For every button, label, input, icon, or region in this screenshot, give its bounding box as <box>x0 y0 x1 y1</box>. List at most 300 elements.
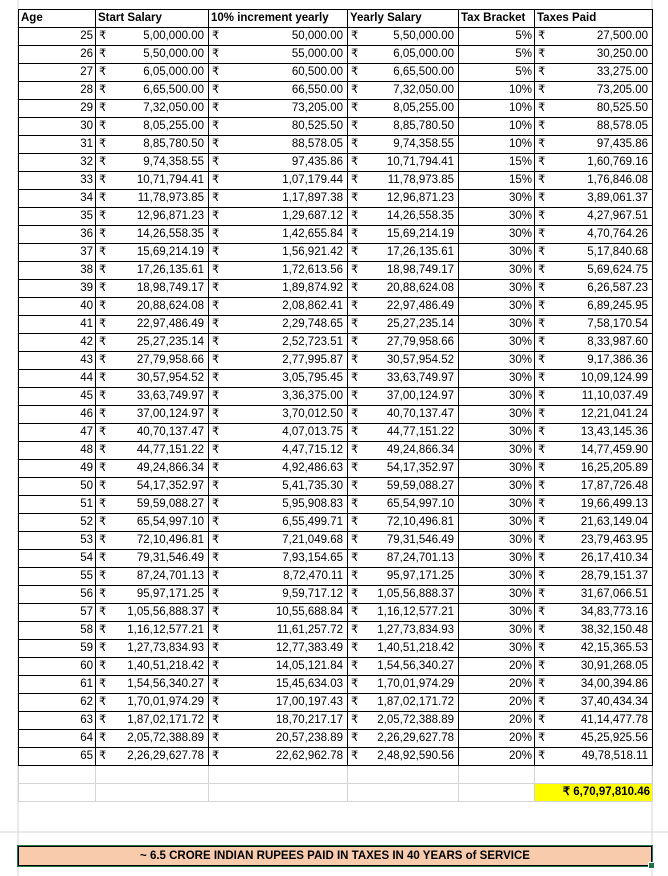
cell-increment[interactable] <box>209 280 348 298</box>
cell-yearly-salary[interactable] <box>348 748 459 766</box>
cell-start-salary[interactable] <box>96 190 209 208</box>
amount: 18,98,749.17 <box>136 282 204 294</box>
empty-cell[interactable] <box>535 766 653 784</box>
cell-start-salary[interactable] <box>96 244 209 262</box>
cell-tax-bracket[interactable]: 30% <box>459 370 535 388</box>
cell-start-salary[interactable] <box>96 496 209 514</box>
cell-taxes-paid[interactable] <box>535 586 653 604</box>
cell-start-salary[interactable] <box>96 442 209 460</box>
cell-taxes-paid[interactable] <box>535 694 653 712</box>
cell-tax-bracket[interactable]: 15% <box>459 154 535 172</box>
rupee-symbol: ₹ <box>351 570 359 582</box>
cell-age[interactable]: 64 <box>19 730 96 748</box>
cell-tax-bracket[interactable]: 30% <box>459 208 535 226</box>
cell-yearly-salary[interactable] <box>348 424 459 442</box>
cell-start-salary[interactable] <box>96 226 209 244</box>
cell-start-salary[interactable] <box>96 712 209 730</box>
cell-tax-bracket[interactable]: 20% <box>459 676 535 694</box>
rupee-symbol: ₹ <box>351 642 359 654</box>
cell-yearly-salary[interactable] <box>348 100 459 118</box>
cell-yearly-salary[interactable] <box>348 298 459 316</box>
cell-age[interactable]: 30 <box>19 118 96 136</box>
cell-taxes-paid[interactable] <box>535 514 653 532</box>
cell-age[interactable]: 26 <box>19 46 96 64</box>
cell-start-salary[interactable] <box>96 640 209 658</box>
cell-age[interactable]: 28 <box>19 82 96 100</box>
rupee-symbol: ₹ <box>99 588 107 600</box>
cell-yearly-salary[interactable] <box>348 658 459 676</box>
cell-start-salary[interactable] <box>96 514 209 532</box>
cell-age[interactable]: 50 <box>19 478 96 496</box>
cell-taxes-paid[interactable] <box>535 622 653 640</box>
cell-tax-bracket[interactable]: 30% <box>459 298 535 316</box>
cell-taxes-paid[interactable] <box>535 190 653 208</box>
cell-taxes-paid[interactable] <box>535 604 653 622</box>
cell-age[interactable]: 31 <box>19 136 96 154</box>
cell-increment[interactable] <box>209 388 348 406</box>
amount: 1,56,921.42 <box>282 246 343 258</box>
cell-taxes-paid[interactable] <box>535 460 653 478</box>
cell-age[interactable]: 53 <box>19 532 96 550</box>
cell-age[interactable]: 41 <box>19 316 96 334</box>
cell-increment[interactable] <box>209 172 348 190</box>
cell-increment[interactable] <box>209 28 348 46</box>
table-row <box>19 424 653 442</box>
cell-tax-bracket[interactable]: 10% <box>459 136 535 154</box>
cell-start-salary[interactable] <box>96 604 209 622</box>
cell-age[interactable]: 59 <box>19 640 96 658</box>
cell-yearly-salary[interactable] <box>348 730 459 748</box>
amount: 3,89,061.37 <box>587 192 648 204</box>
cell-increment[interactable] <box>209 730 348 748</box>
cell-yearly-salary[interactable] <box>348 154 459 172</box>
amount: 60,500.00 <box>291 66 343 78</box>
header-yearly-salary[interactable]: Yearly Salary <box>348 10 459 28</box>
cell-start-salary[interactable] <box>96 478 209 496</box>
cell-start-salary[interactable] <box>96 406 209 424</box>
cell-age[interactable]: 62 <box>19 694 96 712</box>
cell-tax-bracket[interactable]: 30% <box>459 622 535 640</box>
cell-yearly-salary[interactable] <box>348 118 459 136</box>
cell-yearly-salary[interactable] <box>348 136 459 154</box>
cell-tax-bracket[interactable]: 30% <box>459 604 535 622</box>
empty-cell[interactable] <box>459 766 535 784</box>
cell-tax-bracket[interactable]: 20% <box>459 712 535 730</box>
cell-start-salary[interactable] <box>96 154 209 172</box>
cell-increment[interactable] <box>209 190 348 208</box>
cell-taxes-paid[interactable] <box>535 370 653 388</box>
summary-banner[interactable]: ~ 6.5 CRORE INDIAN RUPEES PAID IN TAXES IN 40 YEARS of SERVICE <box>18 846 652 866</box>
cell-start-salary[interactable] <box>96 532 209 550</box>
rupee-symbol: ₹ <box>212 660 220 672</box>
header-age[interactable]: Age <box>19 10 96 28</box>
cell-yearly-salary[interactable] <box>348 694 459 712</box>
cell-start-salary[interactable] <box>96 316 209 334</box>
total-taxes-cell[interactable]: ₹ 6,70,97,810.46 <box>535 783 653 801</box>
cell-start-salary[interactable] <box>96 622 209 640</box>
cell-age[interactable]: 39 <box>19 280 96 298</box>
amount: 6,55,499.71 <box>282 516 343 528</box>
cell-age[interactable]: 36 <box>19 226 96 244</box>
cell-age[interactable]: 34 <box>19 190 96 208</box>
cell-increment[interactable] <box>209 46 348 64</box>
cell-start-salary[interactable] <box>96 172 209 190</box>
amount: 33,63,749.97 <box>386 372 454 384</box>
rupee-symbol: ₹ <box>212 498 220 510</box>
cell-age[interactable]: 52 <box>19 514 96 532</box>
cell-taxes-paid[interactable] <box>535 82 653 100</box>
cell-taxes-paid[interactable] <box>535 64 653 82</box>
cell-yearly-salary[interactable] <box>348 712 459 730</box>
fill-handle[interactable] <box>648 862 655 869</box>
header-tax-bracket[interactable]: Tax Bracket <box>459 10 535 28</box>
cell-tax-bracket[interactable]: 30% <box>459 388 535 406</box>
cell-yearly-salary[interactable] <box>348 622 459 640</box>
cell-age[interactable]: 46 <box>19 406 96 424</box>
cell-age[interactable]: 63 <box>19 712 96 730</box>
cell-taxes-paid[interactable] <box>535 118 653 136</box>
rupee-symbol: ₹ <box>538 534 546 546</box>
cell-taxes-paid[interactable] <box>535 28 653 46</box>
cell-yearly-salary[interactable] <box>348 208 459 226</box>
cell-tax-bracket[interactable]: 20% <box>459 748 535 766</box>
cell-age[interactable]: 44 <box>19 370 96 388</box>
empty-cell[interactable] <box>348 783 459 801</box>
cell-age[interactable]: 40 <box>19 298 96 316</box>
cell-start-salary[interactable] <box>96 460 209 478</box>
cell-increment[interactable] <box>209 244 348 262</box>
cell-increment[interactable] <box>209 496 348 514</box>
cell-yearly-salary[interactable] <box>348 514 459 532</box>
cell-increment[interactable] <box>209 316 348 334</box>
rupee-symbol: ₹ <box>212 588 220 600</box>
cell-increment[interactable] <box>209 658 348 676</box>
rupee-symbol: ₹ <box>212 516 220 528</box>
header-taxes-paid[interactable]: Taxes Paid <box>535 10 653 28</box>
cell-tax-bracket[interactable]: 30% <box>459 226 535 244</box>
cell-age[interactable]: 47 <box>19 424 96 442</box>
cell-increment[interactable] <box>209 712 348 730</box>
cell-increment[interactable] <box>209 586 348 604</box>
cell-increment[interactable] <box>209 82 348 100</box>
cell-increment[interactable] <box>209 694 348 712</box>
cell-taxes-paid[interactable] <box>535 46 653 64</box>
cell-yearly-salary[interactable] <box>348 406 459 424</box>
cell-yearly-salary[interactable] <box>348 46 459 64</box>
cell-tax-bracket[interactable]: 30% <box>459 316 535 334</box>
cell-age[interactable]: 56 <box>19 586 96 604</box>
cell-tax-bracket[interactable]: 5% <box>459 64 535 82</box>
empty-cell[interactable] <box>19 783 96 801</box>
cell-age[interactable]: 42 <box>19 334 96 352</box>
cell-tax-bracket[interactable]: 30% <box>459 568 535 586</box>
rupee-symbol: ₹ <box>351 30 359 42</box>
cell-tax-bracket[interactable]: 30% <box>459 514 535 532</box>
cell-start-salary[interactable] <box>96 118 209 136</box>
cell-taxes-paid[interactable] <box>535 316 653 334</box>
cell-age[interactable]: 57 <box>19 604 96 622</box>
cell-tax-bracket[interactable]: 30% <box>459 550 535 568</box>
cell-start-salary[interactable] <box>96 64 209 82</box>
cell-start-salary[interactable] <box>96 370 209 388</box>
cell-age[interactable]: 45 <box>19 388 96 406</box>
cell-yearly-salary[interactable] <box>348 334 459 352</box>
cell-yearly-salary[interactable] <box>348 370 459 388</box>
cell-age[interactable]: 29 <box>19 100 96 118</box>
cell-tax-bracket[interactable]: 30% <box>459 586 535 604</box>
cell-increment[interactable] <box>209 424 348 442</box>
cell-yearly-salary[interactable] <box>348 226 459 244</box>
cell-taxes-paid[interactable] <box>535 730 653 748</box>
cell-start-salary[interactable] <box>96 676 209 694</box>
cell-tax-bracket[interactable]: 30% <box>459 406 535 424</box>
cell-tax-bracket[interactable]: 30% <box>459 190 535 208</box>
cell-taxes-paid[interactable] <box>535 172 653 190</box>
cell-yearly-salary[interactable] <box>348 244 459 262</box>
cell-taxes-paid[interactable] <box>535 226 653 244</box>
cell-start-salary[interactable] <box>96 424 209 442</box>
cell-tax-bracket[interactable]: 30% <box>459 532 535 550</box>
cell-increment[interactable] <box>209 568 348 586</box>
cell-start-salary[interactable] <box>96 136 209 154</box>
cell-start-salary[interactable] <box>96 568 209 586</box>
amount: 12,96,871.23 <box>136 210 204 222</box>
cell-increment[interactable] <box>209 550 348 568</box>
cell-start-salary[interactable] <box>96 262 209 280</box>
empty-cell[interactable] <box>348 766 459 784</box>
cell-taxes-paid[interactable] <box>535 424 653 442</box>
cell-increment[interactable] <box>209 460 348 478</box>
cell-tax-bracket[interactable]: 30% <box>459 478 535 496</box>
cell-yearly-salary[interactable] <box>348 262 459 280</box>
rupee-symbol: ₹ <box>351 174 359 186</box>
cell-yearly-salary[interactable] <box>348 604 459 622</box>
cell-yearly-salary[interactable] <box>348 64 459 82</box>
cell-age[interactable]: 27 <box>19 64 96 82</box>
cell-age[interactable]: 25 <box>19 28 96 46</box>
cell-taxes-paid[interactable] <box>535 352 653 370</box>
cell-start-salary[interactable] <box>96 586 209 604</box>
cell-age[interactable]: 35 <box>19 208 96 226</box>
cell-tax-bracket[interactable]: 10% <box>459 100 535 118</box>
rupee-symbol: ₹ <box>99 498 107 510</box>
cell-taxes-paid[interactable] <box>535 442 653 460</box>
cell-start-salary[interactable] <box>96 730 209 748</box>
cell-age[interactable]: 54 <box>19 550 96 568</box>
cell-start-salary[interactable] <box>96 208 209 226</box>
cell-yearly-salary[interactable] <box>348 172 459 190</box>
empty-cell[interactable] <box>209 766 348 784</box>
cell-yearly-salary[interactable] <box>348 550 459 568</box>
cell-yearly-salary[interactable] <box>348 568 459 586</box>
amount: 13,43,145.36 <box>580 426 648 438</box>
cell-tax-bracket[interactable]: 10% <box>459 82 535 100</box>
cell-tax-bracket[interactable]: 30% <box>459 640 535 658</box>
cell-start-salary[interactable] <box>96 334 209 352</box>
cell-yearly-salary[interactable] <box>348 190 459 208</box>
amount: 27,500.00 <box>596 30 648 42</box>
cell-increment[interactable] <box>209 352 348 370</box>
cell-age[interactable]: 60 <box>19 658 96 676</box>
cell-increment[interactable] <box>209 478 348 496</box>
header-start-salary[interactable]: Start Salary <box>96 10 209 28</box>
cell-start-salary[interactable] <box>96 388 209 406</box>
cell-increment[interactable] <box>209 334 348 352</box>
cell-yearly-salary[interactable] <box>348 460 459 478</box>
cell-increment[interactable] <box>209 298 348 316</box>
cell-yearly-salary[interactable] <box>348 640 459 658</box>
cell-increment[interactable] <box>209 640 348 658</box>
cell-increment[interactable] <box>209 136 348 154</box>
cell-taxes-paid[interactable] <box>535 208 653 226</box>
cell-increment[interactable] <box>209 118 348 136</box>
cell-increment[interactable] <box>209 208 348 226</box>
cell-taxes-paid[interactable] <box>535 334 653 352</box>
empty-cell[interactable] <box>459 783 535 801</box>
cell-increment[interactable] <box>209 64 348 82</box>
cell-age[interactable]: 33 <box>19 172 96 190</box>
cell-tax-bracket[interactable]: 30% <box>459 460 535 478</box>
cell-increment[interactable] <box>209 604 348 622</box>
cell-start-salary[interactable] <box>96 748 209 766</box>
cell-tax-bracket[interactable]: 20% <box>459 658 535 676</box>
cell-yearly-salary[interactable] <box>348 352 459 370</box>
amount: 34,83,773.16 <box>580 606 648 618</box>
cell-age[interactable]: 58 <box>19 622 96 640</box>
header-increment[interactable]: 10% increment yearly <box>209 10 348 28</box>
cell-age[interactable]: 55 <box>19 568 96 586</box>
cell-start-salary[interactable] <box>96 352 209 370</box>
rupee-symbol: ₹ <box>212 606 220 618</box>
cell-taxes-paid[interactable] <box>535 388 653 406</box>
cell-age[interactable]: 32 <box>19 154 96 172</box>
cell-age[interactable]: 37 <box>19 244 96 262</box>
cell-yearly-salary[interactable] <box>348 442 459 460</box>
cell-increment[interactable] <box>209 370 348 388</box>
cell-tax-bracket[interactable]: 5% <box>459 46 535 64</box>
spreadsheet-table[interactable] <box>18 9 653 802</box>
cell-taxes-paid[interactable] <box>535 550 653 568</box>
amount: 5,17,840.68 <box>587 246 648 258</box>
cell-increment[interactable] <box>209 442 348 460</box>
empty-cell[interactable] <box>209 783 348 801</box>
cell-taxes-paid[interactable] <box>535 406 653 424</box>
cell-start-salary[interactable] <box>96 82 209 100</box>
empty-cell[interactable] <box>19 766 96 784</box>
cell-tax-bracket[interactable]: 20% <box>459 694 535 712</box>
cell-increment[interactable] <box>209 406 348 424</box>
cell-age[interactable]: 43 <box>19 352 96 370</box>
cell-taxes-paid[interactable] <box>535 244 653 262</box>
rupee-symbol: ₹ <box>351 516 359 528</box>
cell-taxes-paid[interactable] <box>535 262 653 280</box>
cell-tax-bracket[interactable]: 30% <box>459 424 535 442</box>
cell-taxes-paid[interactable] <box>535 280 653 298</box>
cell-start-salary[interactable] <box>96 658 209 676</box>
cell-yearly-salary[interactable] <box>348 388 459 406</box>
cell-age[interactable]: 49 <box>19 460 96 478</box>
cell-age[interactable]: 61 <box>19 676 96 694</box>
rupee-symbol: ₹ <box>538 498 546 510</box>
cell-age[interactable]: 38 <box>19 262 96 280</box>
cell-start-salary[interactable] <box>96 46 209 64</box>
rupee-symbol: ₹ <box>351 246 359 258</box>
cell-taxes-paid[interactable] <box>535 532 653 550</box>
cell-yearly-salary[interactable] <box>348 82 459 100</box>
cell-age[interactable]: 65 <box>19 748 96 766</box>
cell-increment[interactable] <box>209 262 348 280</box>
cell-tax-bracket[interactable]: 20% <box>459 730 535 748</box>
empty-cell[interactable] <box>96 783 209 801</box>
cell-increment[interactable] <box>209 514 348 532</box>
cell-yearly-salary[interactable] <box>348 532 459 550</box>
cell-tax-bracket[interactable]: 30% <box>459 496 535 514</box>
cell-increment[interactable] <box>209 676 348 694</box>
cell-start-salary[interactable] <box>96 550 209 568</box>
cell-yearly-salary[interactable] <box>348 496 459 514</box>
cell-taxes-paid[interactable] <box>535 568 653 586</box>
cell-tax-bracket[interactable]: 30% <box>459 280 535 298</box>
cell-tax-bracket[interactable]: 30% <box>459 262 535 280</box>
cell-yearly-salary[interactable] <box>348 28 459 46</box>
cell-increment[interactable] <box>209 748 348 766</box>
cell-taxes-paid[interactable] <box>535 100 653 118</box>
cell-taxes-paid[interactable] <box>535 640 653 658</box>
cell-age[interactable]: 51 <box>19 496 96 514</box>
cell-tax-bracket[interactable]: 15% <box>459 172 535 190</box>
cell-taxes-paid[interactable] <box>535 154 653 172</box>
cell-taxes-paid[interactable] <box>535 298 653 316</box>
cell-tax-bracket[interactable]: 5% <box>459 28 535 46</box>
cell-tax-bracket[interactable]: 30% <box>459 334 535 352</box>
cell-increment[interactable] <box>209 622 348 640</box>
cell-yearly-salary[interactable] <box>348 478 459 496</box>
cell-yearly-salary[interactable] <box>348 586 459 604</box>
cell-start-salary[interactable] <box>96 298 209 316</box>
cell-start-salary[interactable] <box>96 100 209 118</box>
cell-increment[interactable] <box>209 154 348 172</box>
cell-taxes-paid[interactable] <box>535 478 653 496</box>
cell-start-salary[interactable] <box>96 694 209 712</box>
cell-increment[interactable] <box>209 226 348 244</box>
rupee-symbol: ₹ <box>351 606 359 618</box>
empty-cell[interactable] <box>96 766 209 784</box>
amount: 9,74,358.55 <box>143 156 204 168</box>
cell-increment[interactable] <box>209 532 348 550</box>
cell-taxes-paid[interactable] <box>535 658 653 676</box>
cell-taxes-paid[interactable] <box>535 496 653 514</box>
cell-age[interactable]: 48 <box>19 442 96 460</box>
cell-yearly-salary[interactable] <box>348 676 459 694</box>
cell-yearly-salary[interactable] <box>348 316 459 334</box>
rupee-symbol: ₹ <box>212 66 220 78</box>
cell-start-salary[interactable] <box>96 28 209 46</box>
rupee-symbol: ₹ <box>212 30 220 42</box>
cell-taxes-paid[interactable] <box>535 712 653 730</box>
cell-taxes-paid[interactable] <box>535 676 653 694</box>
rupee-symbol: ₹ <box>212 120 220 132</box>
cell-tax-bracket[interactable]: 30% <box>459 442 535 460</box>
cell-tax-bracket[interactable]: 10% <box>459 118 535 136</box>
cell-tax-bracket[interactable]: 30% <box>459 352 535 370</box>
cell-tax-bracket[interactable]: 30% <box>459 244 535 262</box>
cell-yearly-salary[interactable] <box>348 280 459 298</box>
cell-taxes-paid[interactable] <box>535 748 653 766</box>
amount: 1,42,655.84 <box>282 228 343 240</box>
cell-taxes-paid[interactable] <box>535 136 653 154</box>
cell-start-salary[interactable] <box>96 280 209 298</box>
cell-increment[interactable] <box>209 100 348 118</box>
